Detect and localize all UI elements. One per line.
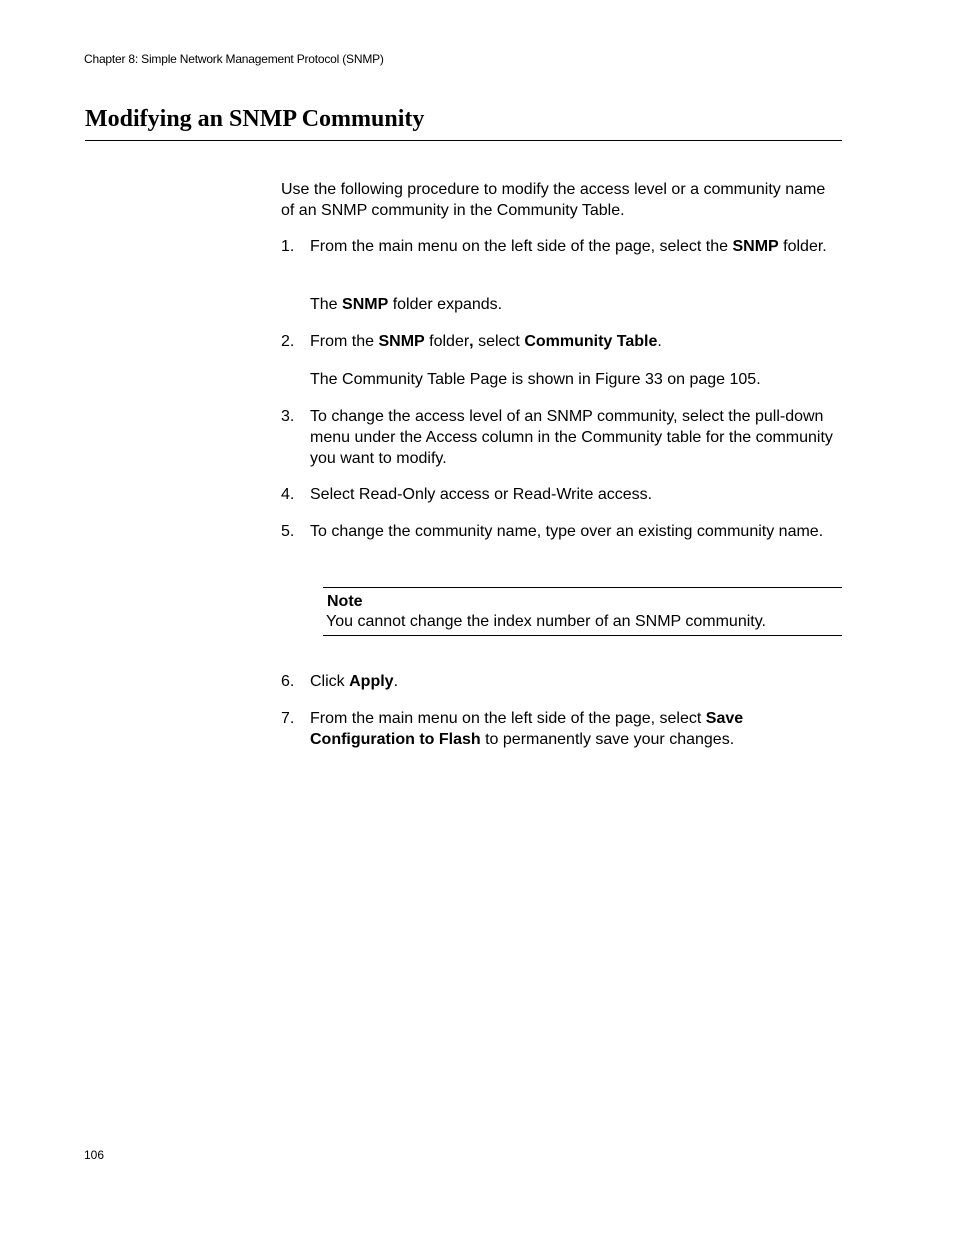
step-text: From the main menu on the left side of the page, select Save Configuration to Flash to permanently save your changes. <box>310 710 744 748</box>
intro-paragraph: Use the following procedure to modify the access level or a community name of an SNMP community in the Community Table. <box>281 181 826 219</box>
step-7 <box>281 708 841 750</box>
step-text: Click Apply. <box>310 673 399 690</box>
step-number: 6. <box>281 673 295 690</box>
step-3 <box>281 406 841 469</box>
section-title: Modifying an SNMP Community <box>85 106 425 132</box>
title-underline <box>85 140 842 141</box>
running-header: Chapter 8: Simple Network Management Protocol (SNMP) <box>84 52 384 66</box>
note-box <box>323 587 842 636</box>
step-1-result: The SNMP folder expands. <box>310 296 503 313</box>
step-number: 3. <box>281 408 295 425</box>
note-title: Note <box>327 593 363 610</box>
note-text: You cannot change the index number of an SNMP community. <box>326 613 766 630</box>
step-number: 7. <box>281 710 295 727</box>
step-5 <box>281 521 841 542</box>
step-number: 5. <box>281 523 295 540</box>
step-number: 4. <box>281 486 295 503</box>
step-2 <box>281 331 841 352</box>
step-text: From the main menu on the left side of the page, select the SNMP folder. <box>310 238 827 255</box>
step-4 <box>281 484 841 505</box>
step-number: 2. <box>281 333 295 350</box>
step-text: Select Read-Only access or Read-Write access. <box>310 486 653 503</box>
step-text: To change the access level of an SNMP community, select the pull-down menu under the Access column in the Community table for the community you want to modify. <box>310 408 833 467</box>
step-6 <box>281 671 841 692</box>
step-text: From the SNMP folder, select Community Table. <box>310 333 662 350</box>
page-number: 106 <box>84 1148 105 1162</box>
step-text: To change the community name, type over an existing community name. <box>310 523 824 540</box>
step-number: 1. <box>281 238 295 255</box>
step-1 <box>281 236 841 257</box>
step-2-result: The Community Table Page is shown in Figure 33 on page 105. <box>310 371 761 388</box>
